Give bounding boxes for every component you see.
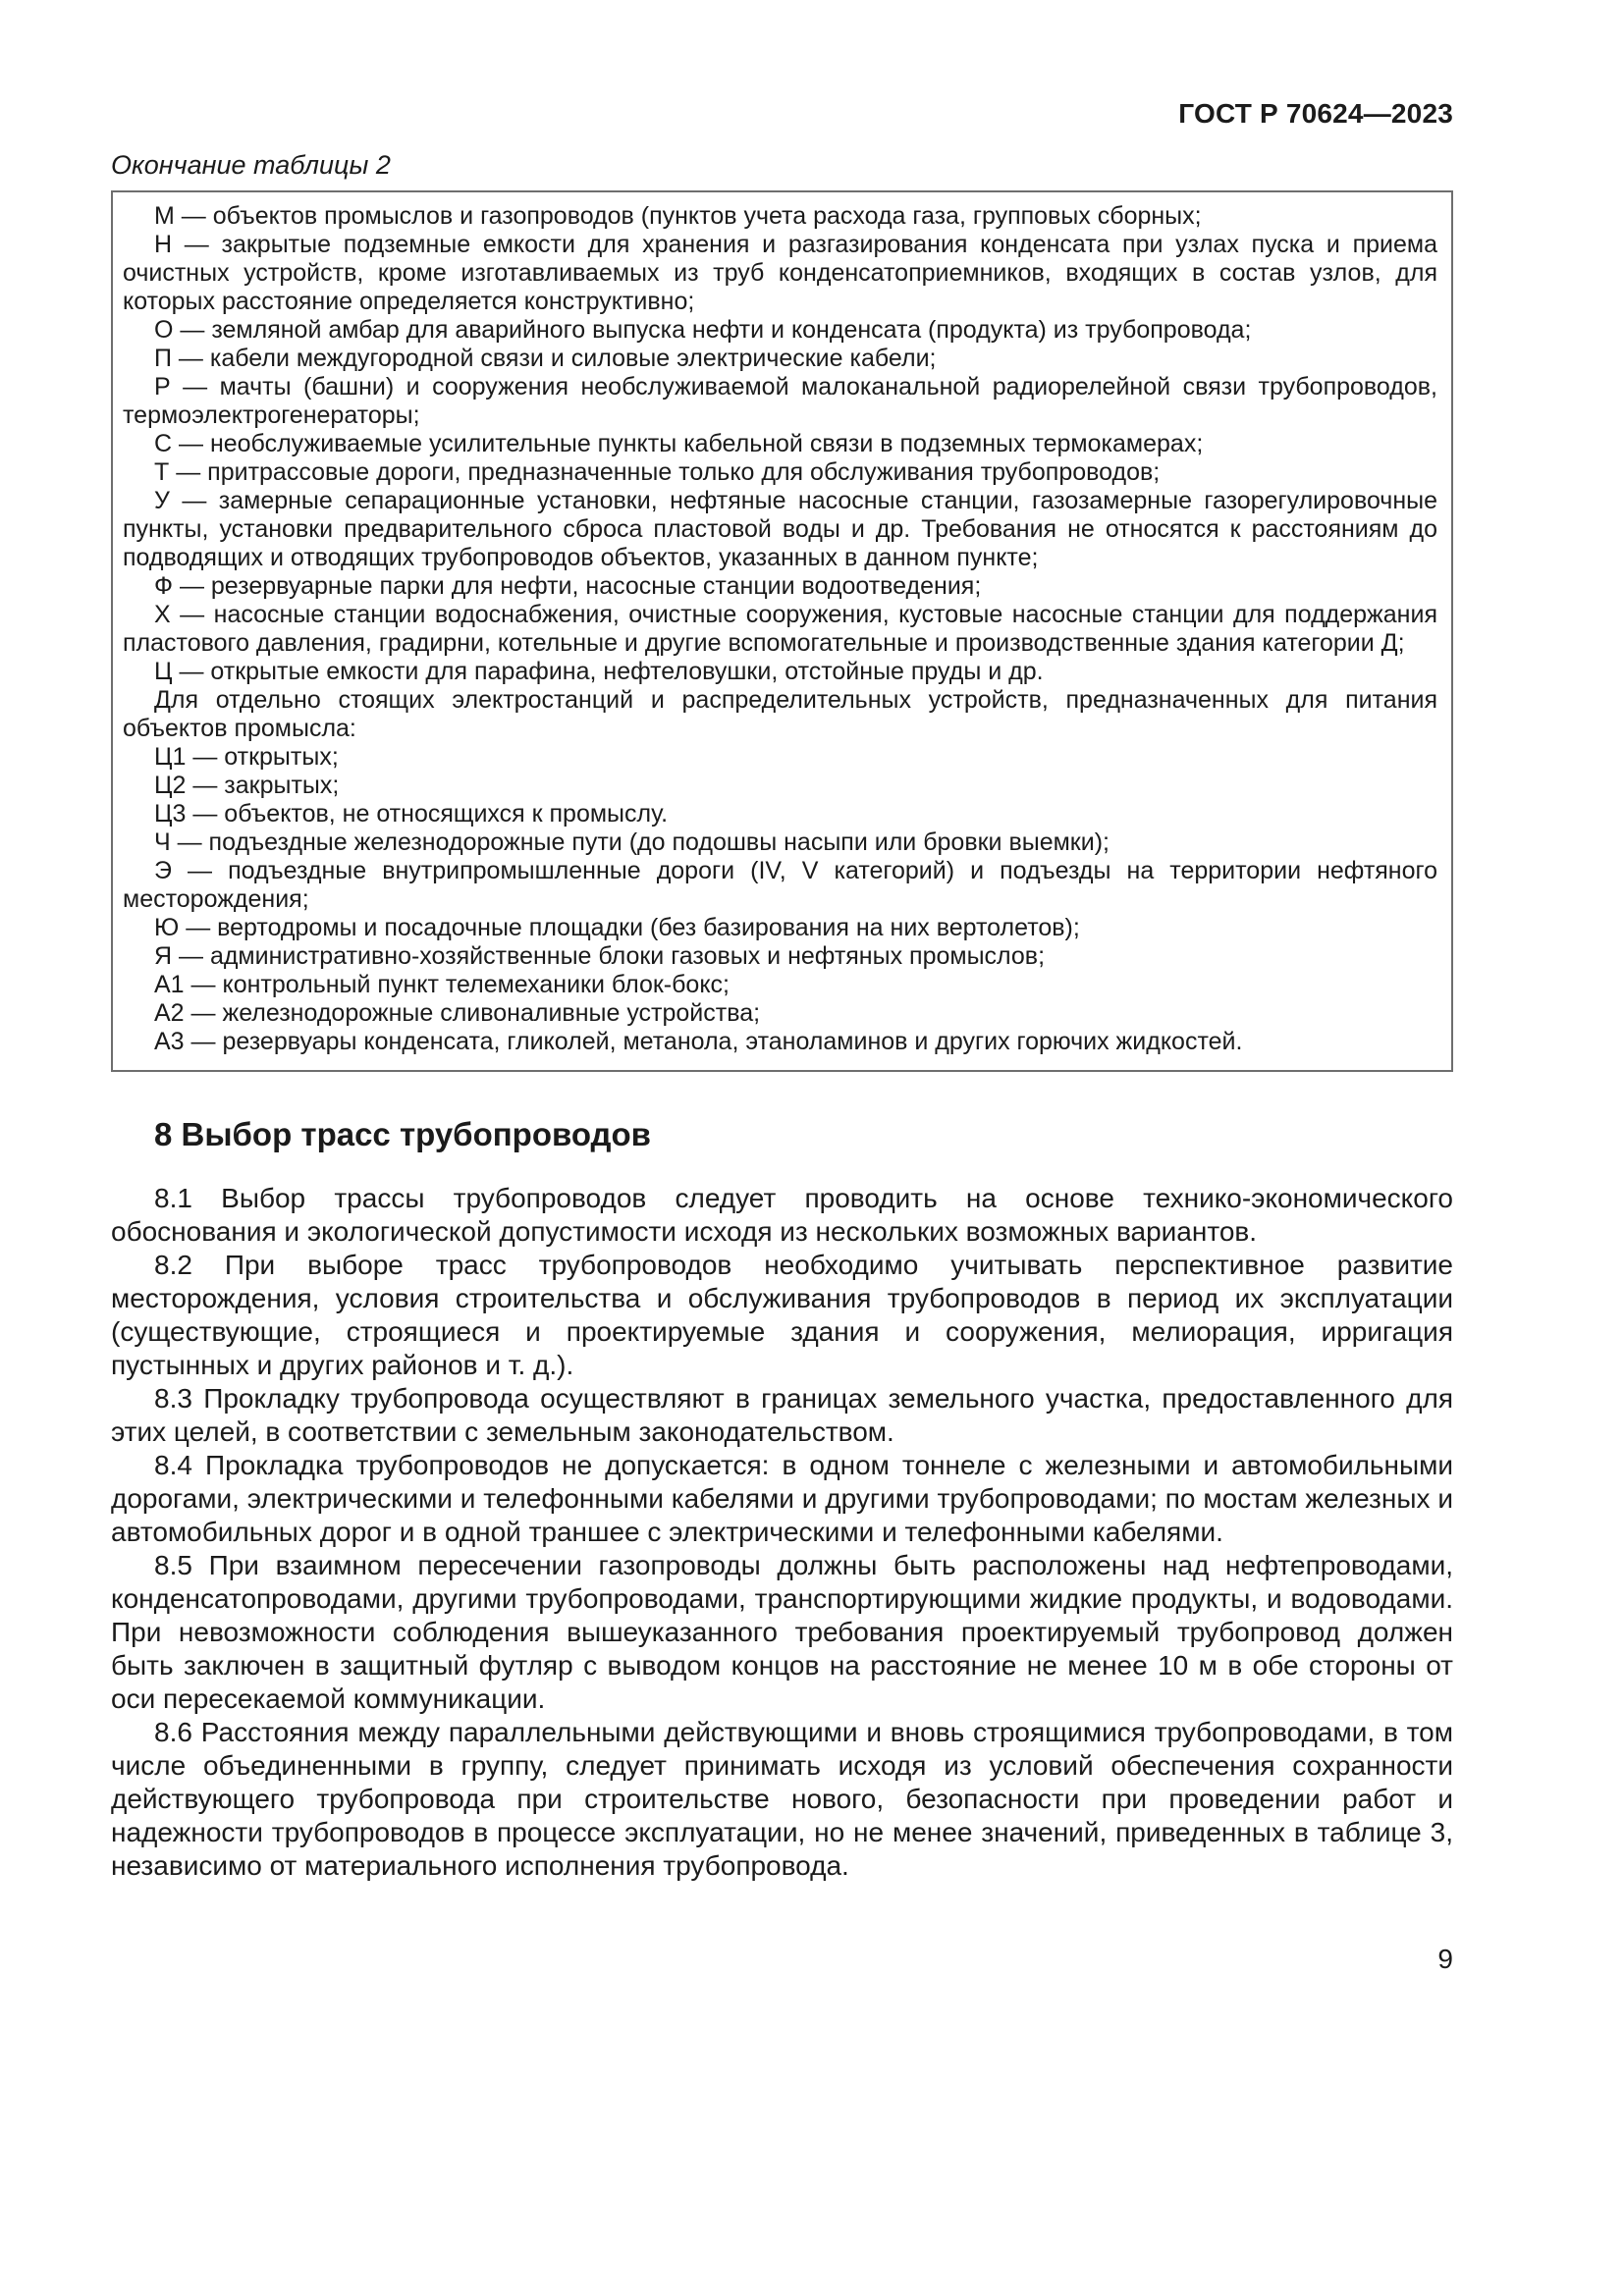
- table-note-item: О — земляной амбар для аварийного выпуска нефти и конденсата (продукта) из трубопровода;: [154, 316, 1252, 344]
- table-note-item: А2 — железнодорожные сливоналивные устройства;: [154, 999, 761, 1027]
- section-8-paragraph: 8.6 Расстояния между параллельными действующими и вновь строящимися трубопроводами, в том числе объединенными в группу, следует принимать исходя из условий обеспечения сохранности действующего трубопровода при строительстве нового, безопасности при проведении работ и надежности трубопроводов в процессе эксплуатации, но не менее значений, приведенных в таблице 3, независимо от материального исполнения трубопровода.: [111, 1717, 1453, 1881]
- table-note-item: Ц2 — закрытых;: [154, 772, 340, 799]
- table-note-item: Ю — вертодромы и посадочные площадки (без базирования на них вертолетов);: [154, 914, 1080, 941]
- section-8-paragraph: 8.5 При взаимном пересечении газопроводы должны быть расположены над нефтепроводами, конденсатопроводами, другими трубопроводами, транспортирующими жидкие продукты, и водоводами. При невозможности соблюдения вышеуказанного требования проектируемый трубопровод должен быть заключен в защитный футляр с выводом концов на расстояние не менее 10 м в обе стороны от оси пересекаемой коммуникации.: [111, 1550, 1453, 1714]
- table-note-item: У — замерные сепарационные установки, нефтяные насосные станции, газозамерные газорегулировочные пункты, установки предварительного сброса пластовой воды и др. Требования не относятся к расстояниям до подводящих и отводящих трубопроводов объектов, указанных в данном пункте;: [123, 487, 1437, 571]
- section-8-heading: 8 Выбор трасс трубопроводов: [154, 1116, 651, 1152]
- doc-code-header: ГОСТ Р 70624—2023: [1178, 98, 1453, 129]
- table-note-item: А1 — контрольный пункт телемеханики блок-бокс;: [154, 971, 730, 998]
- page-number: 9: [1437, 1944, 1453, 1974]
- table-note-item: Э — подъездные внутрипромышленные дороги (IV, V категорий) и подъезды на территории нефтяного месторождения;: [123, 857, 1437, 913]
- table-note-item: Ц — открытые емкости для парафина, нефтеловушки, отстойные пруды и др.: [154, 658, 1044, 685]
- table-note-item: М — объектов промыслов и газопроводов (пунктов учета расхода газа, групповых сборных;: [154, 202, 1202, 230]
- table-note-item: Ц1 — открытых;: [154, 743, 339, 771]
- section-8-paragraph: 8.1 Выбор трассы трубопроводов следует проводить на основе технико-экономического обоснования и экологической допустимости исходя из нескольких возможных вариантов.: [111, 1183, 1453, 1247]
- section-8-body: [111, 1182, 1453, 1883]
- table-note-item: С — необслуживаемые усилительные пункты кабельной связи в подземных термокамерах;: [154, 430, 1204, 457]
- table-note-item: Ф — резервуарные парки для нефти, насосные станции водоотведения;: [154, 572, 982, 600]
- table-note-item: А3 — резервуары конденсата, гликолей, метанола, этаноламинов и других горючих жидкостей.: [154, 1028, 1243, 1055]
- table-notes-box: [111, 190, 1453, 1072]
- table-note-item: П — кабели междугородной связи и силовые электрические кабели;: [154, 345, 937, 372]
- table-note-item: Ц3 — объектов, не относящихся к промыслу.: [154, 800, 669, 828]
- table-note-item: Т — притрассовые дороги, предназначенные только для обслуживания трубопроводов;: [154, 458, 1161, 486]
- table-note-item: Ч — подъездные железнодорожные пути (до подошвы насыпи или бровки выемки);: [154, 828, 1110, 856]
- table-note-item: Для отдельно стоящих электростанций и распределительных устройств, предназначенных для питания объектов промысла:: [123, 686, 1437, 742]
- table-note-item: Р — мачты (башни) и сооружения необслуживаемой малоканальной радиорелейной связи трубопроводов, термоэлектрогенераторы;: [123, 373, 1437, 429]
- table-note-item: Н — закрытые подземные емкости для хранения и разгазирования конденсата при узлах пуска и приема очистных устройств, кроме изготавливаемых из труб конденсатоприемников, входящих в состав узлов, для которых расстояние определяется конструктивно;: [123, 231, 1437, 315]
- table-note-item: Х — насосные станции водоснабжения, очистные сооружения, кустовые насосные станции для поддержания пластового давления, градирни, котельные и другие вспомогательные и производственные здания категории Д;: [123, 601, 1437, 657]
- table-note-item: Я — административно-хозяйственные блоки газовых и нефтяных промыслов;: [154, 942, 1046, 970]
- section-8-paragraph: 8.2 При выборе трасс трубопроводов необходимо учитывать перспективное развитие месторождения, условия строительства и обслуживания трубопроводов в период их эксплуатации (существующие, строящиеся и проектируемые здания и сооружения, мелиорация, ирригация пустынных и других районов и т. д.).: [111, 1250, 1453, 1380]
- section-8-paragraph: 8.3 Прокладку трубопровода осуществляют в границах земельного участка, предоставленного для этих целей, в соответствии с земельным законодательством.: [111, 1383, 1453, 1447]
- table-continuation-caption: Окончание таблицы 2: [111, 150, 391, 180]
- section-8-paragraph: 8.4 Прокладка трубопроводов не допускается: в одном тоннеле с железными и автомобильными дорогами, электрическими и телефонными кабелями и другими трубопроводами; по мостам железных и автомобильных дорог и в одной траншее с электрическими и телефонными кабелями.: [111, 1450, 1453, 1547]
